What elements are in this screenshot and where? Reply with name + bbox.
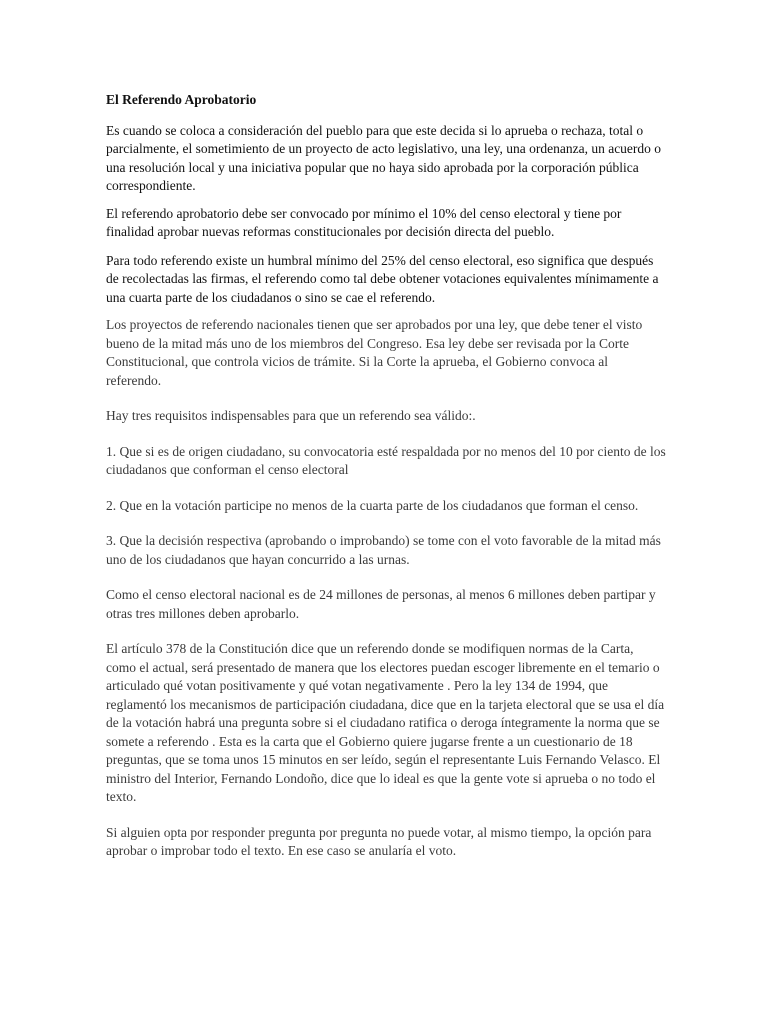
paragraph-requirement-1: 1. Que si es de origen ciudadano, su convocatoria esté respaldada por no menos del 10 por ciento de los ciudadanos que conforman el censo electoral: [106, 443, 666, 477]
paragraph-vote-annulment: Si alguien opta por responder pregunta por pregunta no puede votar, al mismo tiempo, la opción para aprobar o improbar todo el texto. En ese caso se anularía el voto.: [106, 824, 652, 858]
paragraph-census: Como el censo electoral nacional es de 24 millones de personas, al menos 6 millones deben partipar y otras tres millones deben aprobarlo.: [106, 587, 656, 621]
paragraph-requirement-3: 3. Que la decisión respectiva (aprobando o improbando) se tome con el voto favorable de la mitad más uno de los ciudadanos que hayan concurrido a las urnas.: [106, 533, 661, 567]
document-title: El Referendo Aprobatorio: [106, 92, 257, 107]
paragraph-threshold: Para todo referendo existe un humbral mínimo del 25% del censo electoral, eso significa que después de recolectadas las firmas, el referendo como tal debe obtener votaciones equivalentes mínimamente a una cuarta parte de los ciudadanos o sino se cae el referendo.: [106, 252, 659, 305]
paragraph-convocation: El referendo aprobatorio debe ser convocado por mínimo el 10% del censo electoral y tiene por finalidad aprobar nuevas reformas constitucionales por decisión directa del pueblo.: [106, 205, 622, 239]
paragraph-requirement-2: 2. Que en la votación participe no menos de la cuarta parte de los ciudadanos que forman el censo.: [106, 497, 639, 513]
document-body: [106, 91, 666, 861]
paragraph-article-378: El artículo 378 de la Constitución dice que un referendo donde se modifiquen normas de la Carta, como el actual, será presentado de manera que los electores puedan escoger libremente en el temario o articulado qué votan positivamente y qué votan negativamente . Pero la ley 134 de 1994, que reglamentó los mecanismos de participación ciudadana, dice que en la tarjeta electoral que se usa el día de la votación habrá una pregunta sobre si el ciudadano ratifica o deroga íntegramente la norma que se somete a referendo . Esta es la carta que el Gobierno quiere jugarse frente a un cuestionario de 18 preguntas, que se toma unos 15 minutos en ser leído, según el representante Luis Fernando Velasco. El ministro del Interior, Fernando Londoño, dice que lo ideal es que la gente vote si aprueba o no todo el texto.: [106, 641, 665, 804]
paragraph-definition: Es cuando se coloca a consideración del pueblo para que este decida si lo aprueba o rechaza, total o parcialmente, el sometimiento de un proyecto de acto legislativo, una ley, una ordenanza, un acuerdo o una resolución local y una iniciativa popular que no haya sido aprobada por la corporación pública correspondiente.: [106, 122, 662, 193]
paragraph-national-projects: Los proyectos de referendo nacionales tienen que ser aprobados por una ley, que debe tener el visto bueno de la mitad más uno de los miembros del Congreso. Esa ley debe ser revisada por la Corte Constitucional, que controla vicios de trámite. Si la Corte la aprueba, el Gobierno convoca al referendo.: [106, 317, 643, 388]
paragraph-requirements-intro: Hay tres requisitos indispensables para que un referendo sea válido:.: [106, 408, 476, 423]
